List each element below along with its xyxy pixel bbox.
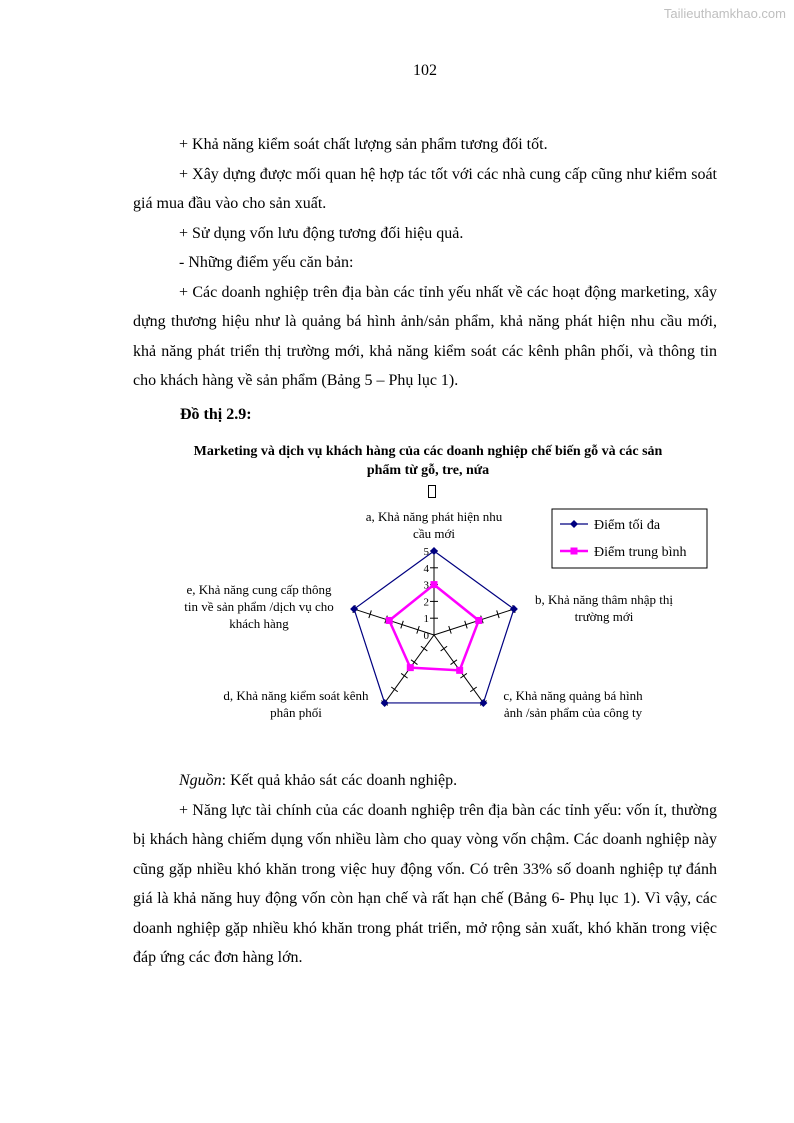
page-number: 102 (413, 62, 437, 79)
radar-category-label-line: a, Khả năng phát hiện nhu (365, 509, 503, 524)
radar-category-label-line: c, Khả năng quảng bá hình (503, 688, 643, 703)
radar-category-label (366, 509, 503, 541)
radar-category-label (223, 688, 369, 720)
legend-marker-square (571, 548, 578, 555)
radar-tick-mark (470, 687, 476, 692)
paragraph: + Khả năng kiểm soát chất lượng sản phẩm tương đối tốt. (179, 136, 548, 153)
paragraph: + Năng lực tài chính của các doanh nghiệp trên địa bàn các tỉnh yếu: vốn ít, thường bị khách hàng chiếm dụng vốn nhiều làm cho quay vòng vốn chậm. Các doanh nghiệp này cũng gặp nhiều khó khăn trong việc huy động vốn. Có trên 33% số doanh nghiệp tự đánh giá là khả năng huy động vốn còn hạn chế và rất hạn chế (Bảng 6- Phụ lục 1). Vì vậy, các doanh nghiệp gặp nhiều khó khăn trong phát triển, mở rộng sản xuất, khó khăn trong việc đáp ứng các đơn hàng lớn. (133, 801, 717, 966)
radar-category-label-line: tin về sản phẩm /dịch vụ cho (184, 599, 334, 614)
paragraph: + Xây dựng được mối quan hệ hợp tác tốt với các nhà cung cấp cũng như kiểm soát giá mua đầu vào cho sản xuất. (133, 165, 717, 212)
radar-tick-label: 4 (423, 562, 429, 575)
source-label: Nguồn (179, 772, 222, 789)
radar-category-label-line: e, Khả năng cung cấp thông (186, 582, 332, 597)
watermark: Tailieuthamkhao.com (663, 6, 786, 21)
radar-tick-label: 0 (423, 630, 429, 642)
radar-tick-mark (451, 660, 457, 665)
radar-category-label-line: phân phối (270, 705, 322, 720)
radar-tick-mark (391, 687, 397, 692)
radar-category-label (184, 582, 333, 631)
radar-point-diamond (479, 699, 487, 707)
radar-point-square (431, 581, 438, 588)
radar-tick-mark (401, 673, 407, 678)
radar-category-label (535, 592, 673, 624)
radar-tick-label: 2 (423, 596, 429, 609)
legend-label: Điểm trung bình (594, 545, 687, 560)
radar-point-diamond (350, 605, 358, 613)
radar-point-square (386, 617, 393, 624)
radar-tick-mark (411, 660, 417, 665)
radar-tick-label: 1 (423, 613, 429, 626)
chart-title: Marketing và dịch vụ khách hàng của các doanh nghiệp chế biến gỗ và các sản phẩm từ gỗ, tre, nứa (193, 444, 663, 478)
radar-point-square (407, 664, 414, 671)
radar-category-label-line: d, Khả năng kiểm soát kênh (223, 688, 369, 703)
radar-point-square (475, 617, 482, 624)
radar-tick-mark (460, 673, 466, 678)
chart-heading: Đồ thị 2.9: (180, 406, 252, 423)
radar-category-label-line: ảnh /sản phẩm của công ty (503, 705, 643, 720)
radar-category-label-line: khách hàng (229, 616, 289, 631)
radar-point-diamond (430, 547, 438, 555)
radar-category-label-line: b, Khả năng thâm nhập thị (535, 592, 673, 607)
paragraph: - Những điểm yếu căn bản: (179, 254, 354, 271)
radar-tick-mark (441, 646, 447, 651)
radar-point-diamond (381, 699, 389, 707)
radar-tick-label: 3 (423, 579, 429, 592)
paragraph: + Các doanh nghiệp trên địa bàn các tỉnh yếu nhất về các hoạt động marketing, xây dựng thương hiệu như là quảng bá hình ảnh/sản phẩm, khả năng phát hiện nhu cầu mới, khả năng phát triển thị trường mới, khả năng kiểm soát các kênh phân phối, và thông tin cho khách hàng về sản phẩm (Bảng 5 – Phụ lục 1). (133, 283, 717, 389)
source-text: : Kết quả khảo sát các doanh nghiệp. (221, 772, 458, 789)
radar-category-label (503, 688, 643, 720)
radar-tick-mark (421, 646, 427, 651)
body-text-bottom (133, 766, 717, 973)
legend-label: Điểm tối đa (594, 518, 661, 533)
radar-point-diamond (510, 605, 518, 613)
radar-tick-label: 5 (423, 546, 429, 558)
paragraph: + Sử dụng vốn lưu động tương đối hiệu quả. (179, 224, 464, 242)
source-line (133, 766, 717, 796)
radar-point-square (456, 667, 463, 674)
radar-category-label-line: cầu mới (413, 526, 455, 541)
radar-category-label-line: trường mới (574, 609, 634, 624)
